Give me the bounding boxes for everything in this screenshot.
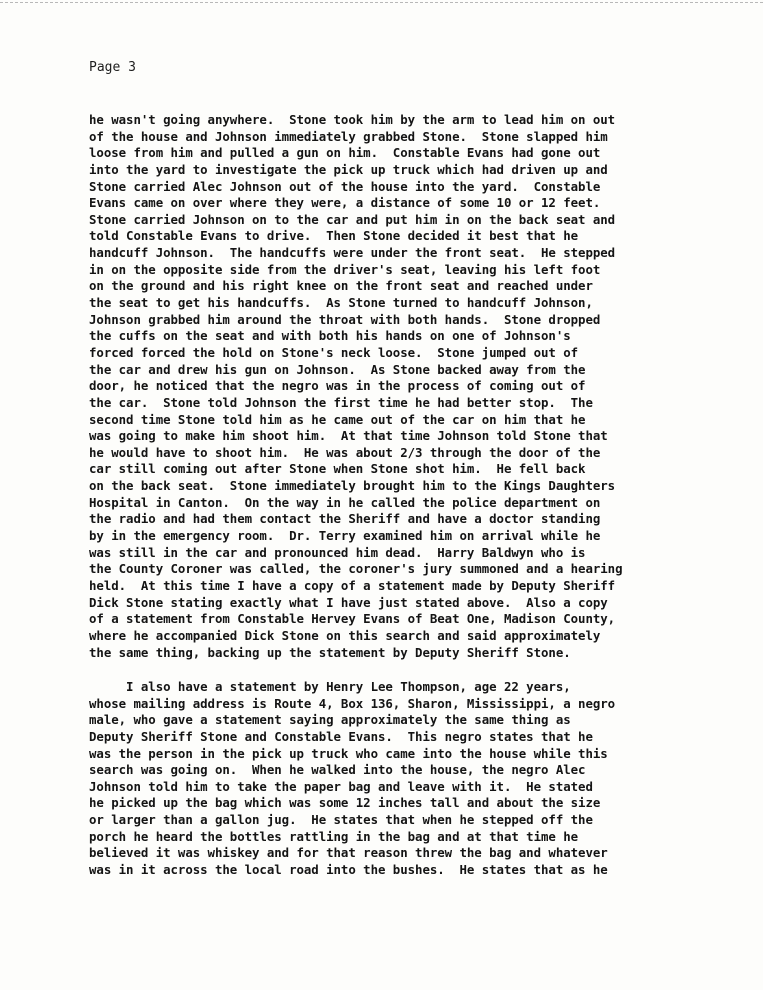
text-line: was going to make him shoot him. At that time Johnson told Stone that — [89, 428, 608, 444]
text-line: Dick Stone stating exactly what I have just stated above. Also a copy — [89, 594, 608, 610]
text-line: Deputy Sheriff Stone and Constable Evans. This negro states that he — [89, 728, 593, 744]
text-line: the same thing, backing up the statement by Deputy Sheriff Stone. — [89, 644, 571, 660]
body-paragraph — [89, 112, 623, 661]
text-line: was in it across the local road into the bushes. He states that as he — [89, 862, 608, 878]
text-line: held. At this time I have a copy of a statement made by Deputy Sheriff — [89, 577, 616, 593]
text-line: the car. Stone told Johnson the first time he had better stop. The — [89, 394, 593, 410]
text-line: the cuffs on the seat and with both his hands on one of Johnson's — [89, 328, 571, 344]
text-line: Evans came on over where they were, a distance of some 10 or 12 feet. — [89, 195, 601, 211]
text-line: was still in the car and pronounced him dead. Harry Baldwyn who is — [89, 544, 586, 560]
text-line: whose mailing address is Route 4, Box 136, Sharon, Mississippi, a negro — [89, 695, 616, 711]
text-line: Hospital in Canton. On the way in he called the police department on — [89, 494, 601, 510]
text-line: believed it was whiskey and for that reason threw the bag and whatever — [89, 845, 608, 861]
text-line: Stone carried Alec Johnson out of the house into the yard. Constable — [89, 178, 601, 194]
text-line: in on the opposite side from the driver's seat, leaving his left foot — [89, 261, 601, 277]
page-top-edge — [0, 2, 763, 3]
text-line: I also have a statement by Henry Lee Thompson, age 22 years, — [89, 679, 571, 694]
text-line: Johnson told him to take the paper bag and leave with it. He stated — [89, 778, 593, 794]
text-line: second time Stone told him as he came out of the car on him that he — [89, 411, 586, 427]
text-line: Stone carried Johnson on to the car and put him in on the back seat and — [89, 211, 616, 227]
text-line: where he accompanied Dick Stone on this search and said approximately — [89, 627, 601, 643]
text-line: or larger than a gallon jug. He states that when he stepped off the — [89, 812, 593, 828]
text-line: male, who gave a statement saying approximately the same thing as — [89, 712, 571, 728]
text-line: of a statement from Constable Hervey Evans of Beat One, Madison County, — [89, 611, 616, 627]
text-line: the seat to get his handcuffs. As Stone turned to handcuff Johnson, — [89, 295, 593, 311]
text-line: told Constable Evans to drive. Then Stone decided it best that he — [89, 228, 579, 244]
text-line: door, he noticed that the negro was in the process of coming out of — [89, 378, 586, 394]
text-line: loose from him and pulled a gun on him. Constable Evans had gone out — [89, 145, 601, 161]
text-line: he wasn't going anywhere. Stone took him by the arm to lead him on out — [89, 112, 616, 127]
text-line: he picked up the bag which was some 12 inches tall and about the size — [89, 795, 601, 811]
text-line: was the person in the pick up truck who came into the house while this — [89, 745, 608, 761]
text-line: on the ground and his right knee on the front seat and reached under — [89, 278, 593, 294]
text-line: of the house and Johnson immediately grabbed Stone. Stone slapped him — [89, 128, 608, 144]
text-line: into the yard to investigate the pick up truck which had driven up and — [89, 161, 608, 177]
text-line: Johnson grabbed him around the throat with both hands. Stone dropped — [89, 311, 601, 327]
text-line: forced forced the hold on Stone's neck loose. Stone jumped out of — [89, 344, 579, 360]
text-line: on the back seat. Stone immediately brought him to the Kings Daughters — [89, 478, 616, 494]
text-line: car still coming out after Stone when Stone shot him. He fell back — [89, 461, 586, 477]
text-line: search was going on. When he walked into the house, the negro Alec — [89, 762, 586, 778]
text-line: handcuff Johnson. The handcuffs were under the front seat. He stepped — [89, 245, 616, 261]
text-line: porch he heard the bottles rattling in the bag and at that time he — [89, 828, 579, 844]
text-line: the radio and had them contact the Sheriff and have a doctor standing — [89, 511, 601, 527]
body-paragraph — [89, 679, 615, 879]
text-line: the car and drew his gun on Johnson. As Stone backed away from the — [89, 361, 586, 377]
text-line: he would have to shoot him. He was about 2/3 through the door of the — [89, 444, 601, 460]
text-line: the County Coroner was called, the coroner's jury summoned and a hearing — [89, 561, 623, 577]
page-number: Page 3 — [89, 60, 136, 75]
text-line: by in the emergency room. Dr. Terry examined him on arrival while he — [89, 528, 601, 544]
